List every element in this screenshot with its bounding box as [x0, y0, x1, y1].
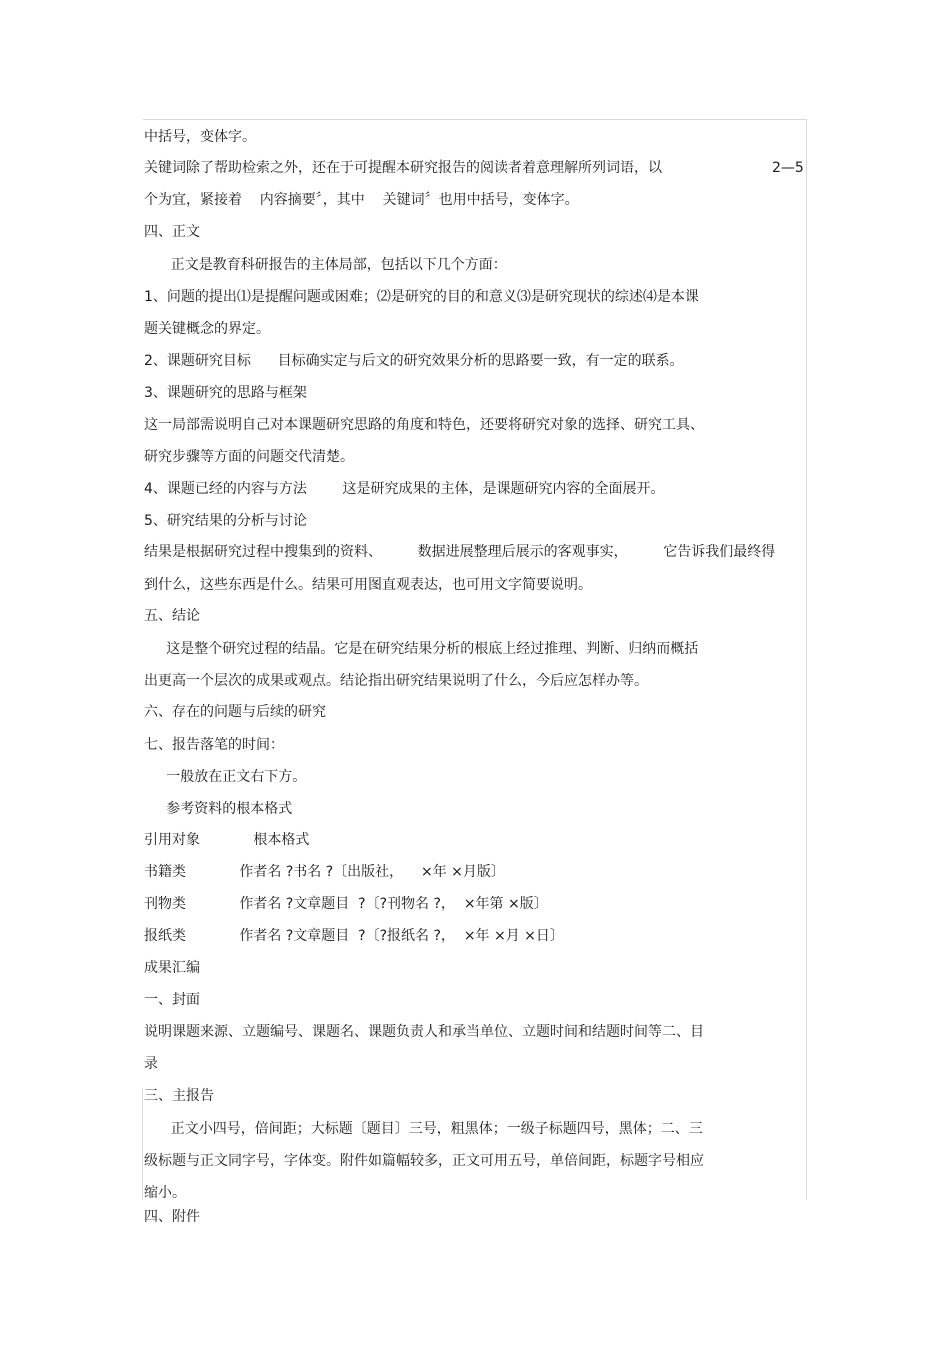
text-line: 到什么，这些东西是什么。结果可用图直观表达，也可用文字简要说明。 [144, 577, 592, 593]
page-frame-top-border [143, 119, 807, 120]
text-line: 出更高一个层次的成果或观点。结论指出研究结果说明了什么，今后应怎样办等。 [144, 673, 648, 689]
text-line: 研究步骤等方面的问题交代清楚。 [144, 449, 354, 465]
text-line: 正文是教育科研报告的主体局部，包括以下几个方面： [144, 257, 507, 273]
section-heading: 七、报告落笔的时间： [144, 737, 284, 753]
text-line: 结果是根据研究过程中搜集到的资料、 数据进展整理后展示的客观事实， 它告诉我们最终得 [144, 544, 776, 560]
text-line: 书籍类 作者名 ?书名 ?〔出版社， ×年 ×月版〕 [144, 864, 505, 880]
section-heading: 五、结论 [144, 608, 200, 624]
text-line: 3、课题研究的思路与框架 [144, 385, 307, 401]
text-line: 题关键概念的界定。 [144, 321, 270, 337]
section-heading: 四、附件 [144, 1209, 200, 1225]
text-line: 正文小四号，倍间距；大标题〔题目〕三号，粗黑体；一级子标题四号，黑体；二、三 [144, 1121, 703, 1137]
text-line: 一般放在正文右下方。 [144, 769, 307, 785]
text-line: 级标题与正文同字号，字体变。附件如篇幅较多，正文可用五号，单倍间距，标题字号相应 [144, 1153, 704, 1169]
text-line: 说明课题来源、立题编号、课题名、课题负责人和承当单位、立题时间和结题时间等二、目 [144, 1024, 704, 1040]
section-heading: 一、封面 [144, 992, 200, 1008]
text-line: 报纸类 作者名 ?文章题目 ?〔?报纸名 ?， ×年 ×月 ×日〕 [144, 928, 564, 944]
section-heading: 四、正文 [144, 224, 200, 240]
text-line: 这一局部需说明自己对本课题研究思路的角度和特色，还要将研究对象的选择、研究工具、 [144, 417, 704, 433]
text-line: 录 [144, 1056, 158, 1072]
page-frame-right-border [806, 119, 807, 1200]
section-heading: 成果汇编 [144, 960, 200, 976]
text-line: 2、课题研究目标 目标确实定与后文的研究效果分析的思路要一致，有一定的联系。 [144, 353, 684, 369]
text-line: 缩小。 [144, 1185, 186, 1201]
text-line: 5、研究结果的分析与讨论 [144, 513, 307, 529]
section-heading: 三、主报告 [144, 1088, 214, 1104]
text-line: 中括号，变体字。 [144, 129, 256, 145]
text-line: 1、问题的提出⑴是提醒问题或困难；⑵是研究的目的和意义⑶是研究现状的综述⑷是本课 [144, 289, 699, 305]
text-line: 4、课题已经的内容与方法 这是研究成果的主体，是课题研究内容的全面展开。 [144, 481, 665, 497]
text-line: 刊物类 作者名 ?文章题目 ?〔?刊物名 ?， ×年第 ×版〕 [144, 896, 548, 912]
text-line: 引用对象 根本格式 [144, 832, 310, 848]
section-heading: 六、存在的问题与后续的研究 [144, 704, 326, 720]
text-line: 这是整个研究过程的结晶。它是在研究结果分析的根底上经过推理、判断、归纳而概括 [144, 641, 699, 657]
page-reference: 2—5 [772, 160, 804, 176]
text-line: 个为宜，紧接着 内容摘要〞，其中 关键词〞也用中括号，变体字。 [144, 192, 579, 208]
page-frame-left-border [142, 1088, 143, 1200]
text-line: 关键词除了帮助检索之外，还在于可提醒本研究报告的阅读者着意理解所列词语，以 [144, 160, 662, 176]
text-line: 参考资料的根本格式 [144, 801, 293, 817]
